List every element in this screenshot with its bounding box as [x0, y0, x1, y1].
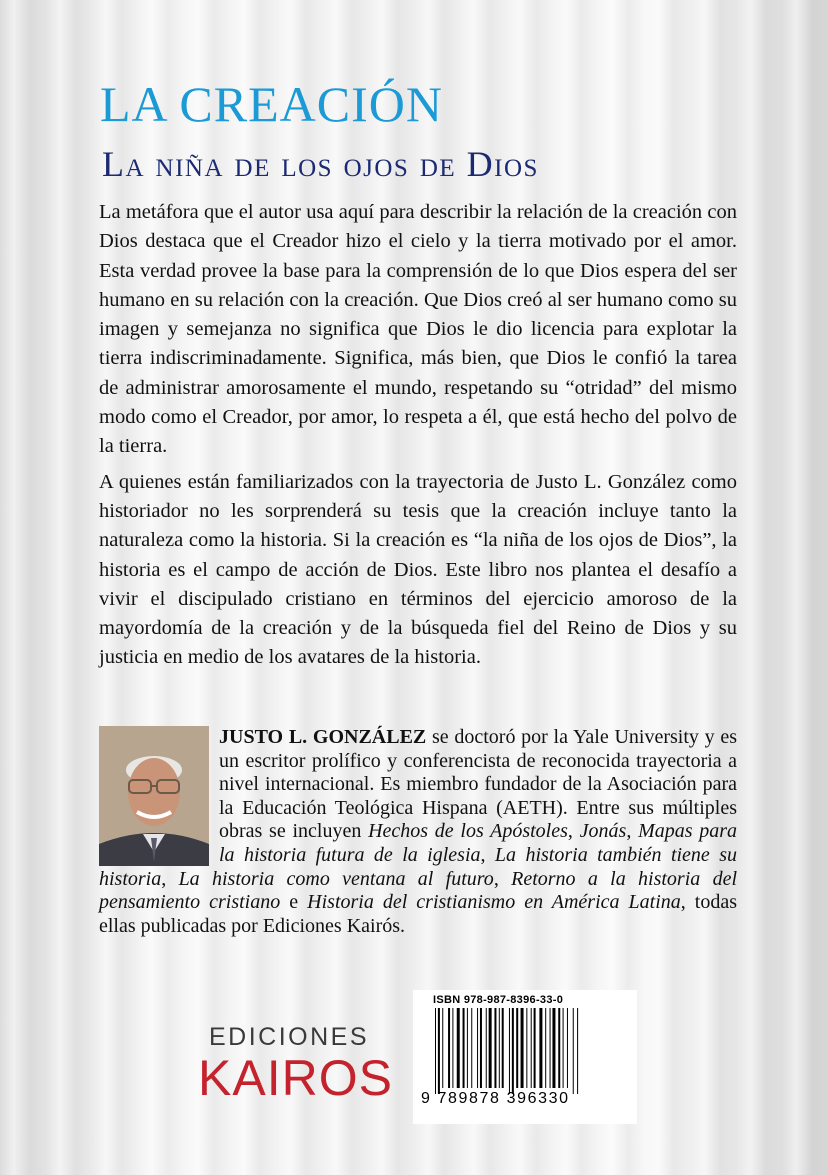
barcode-bar	[573, 1008, 574, 1094]
barcode-bar	[545, 1008, 546, 1088]
barcode-bar	[531, 1008, 532, 1088]
synopsis-paragraph-1: La metáfora que el autor usa aquí para describir la relación de la creación con Dios destaca que el Creador hizo el cielo y la tierra motivado por el amor. Esta verdad provee la base para la comprensión de lo que Dios espera del ser humano en su relación con la creación. Que Dios creó al ser humano como su imagen y semejanza no significa que Dios le dio licencia para explotar la tierra indiscriminadamente. Significa, más bien, que Dios le confió la tarea de administrar amorosamente el mundo, respetando su “otridad” del mismo modo como el Creador, por amor, lo respeta a él, que está hecho del polvo de la tierra.	[99, 201, 737, 458]
barcode-digits: 9 789878 396330	[421, 1090, 570, 1107]
barcode-bar	[516, 1008, 518, 1088]
author-bio-text: , todas ellas publicadas por Ediciones Kairós.	[99, 891, 737, 937]
barcode-bar	[486, 1008, 487, 1088]
barcode-bar	[435, 1008, 436, 1094]
work-separator: ,	[161, 867, 179, 890]
barcode-bar	[494, 1008, 496, 1088]
work-title: Retorno a la historia del pensamiento cristiano	[99, 867, 738, 914]
barcode-bar	[539, 1008, 542, 1088]
work-separator: ,	[493, 867, 512, 890]
publisher-logo	[198, 1022, 393, 1106]
barcode-bar	[467, 1008, 468, 1088]
barcode-bar	[567, 1008, 568, 1088]
barcode-bars-icon	[413, 1008, 637, 1094]
barcode-bar	[438, 1008, 440, 1094]
barcode-bar	[442, 1008, 443, 1088]
barcode-bar	[534, 1008, 536, 1088]
work-separator: ,	[480, 843, 495, 866]
barcode-bar	[550, 1008, 551, 1088]
barcode-bar	[471, 1008, 472, 1088]
barcode-bar	[489, 1008, 492, 1088]
barcode-bar	[448, 1008, 450, 1088]
publisher-line-1: EDICIONES	[208, 1023, 370, 1051]
author-name: JUSTO L. GONZÁLEZ	[219, 726, 427, 748]
barcode-bar	[512, 1008, 514, 1094]
barcode-bar	[457, 1008, 460, 1088]
barcode-bar	[526, 1008, 527, 1088]
synopsis	[99, 198, 737, 679]
barcode-bar	[499, 1008, 500, 1088]
barcode-bar	[563, 1008, 564, 1088]
work-title: Hechos de los Apóstoles	[368, 820, 568, 843]
barcode-bar	[480, 1008, 482, 1088]
work-title: La historia como ventana al futuro	[178, 867, 494, 890]
work-title: La historia también tiene su historia	[99, 843, 738, 890]
author-photo	[99, 726, 209, 866]
synopsis-paragraph-2: A quienes están familiarizados con la trayectoria de Justo L. González como historiador no les sorprenderá su tesis que la creación incluye tanto la naturaleza como la historia. Si la creación es “la niña de los ojos de Dios”, la historia es el campo de acción de Dios. Este libro nos plantea el desafío a vivir el discipulado cristiano en términos del ejercicio amoroso de la mayordomía de la creación y de la búsqueda fiel del Reino de Dios y su justicia en medio de los avatares de la historia.	[99, 470, 737, 669]
author-section	[99, 726, 737, 938]
barcode-bar	[463, 1008, 465, 1088]
isbn-barcode	[413, 990, 637, 1124]
isbn-label: ISBN 978-987-8396-33-0	[433, 994, 564, 1006]
publisher-line-2: KAIROS	[198, 1050, 393, 1106]
barcode-bar	[509, 1008, 510, 1094]
work-separator: ,	[626, 820, 639, 843]
author-portrait-icon	[99, 726, 209, 866]
work-separator: e	[280, 891, 308, 914]
book-title: LA CREACIÓN	[100, 76, 443, 132]
barcode-bar	[577, 1008, 578, 1094]
work-separator: ,	[567, 820, 580, 843]
barcode-bar	[502, 1008, 504, 1088]
barcode-bar	[521, 1008, 524, 1088]
work-title: Historia del cristianismo en América Latina	[307, 891, 681, 914]
barcode-bar	[552, 1008, 555, 1088]
barcode-bar	[477, 1008, 478, 1088]
work-title: Jonás	[579, 820, 627, 843]
book-subtitle: La niña de los ojos de Dios	[102, 144, 539, 184]
barcode-bar	[452, 1008, 453, 1088]
work-title: Mapas para la historia futura de la iglesia	[219, 820, 738, 866]
barcode-bar	[558, 1008, 560, 1088]
author-bio-text: se doctoró por la Yale University y es un escritor prolífico y conferencista de reconocida trayectoria a nivel internacional. Es miembro fundador de la Asociación para la Educación Teológica Hispana (AETH). Entre sus múltiples obras se incluyen	[219, 726, 737, 843]
